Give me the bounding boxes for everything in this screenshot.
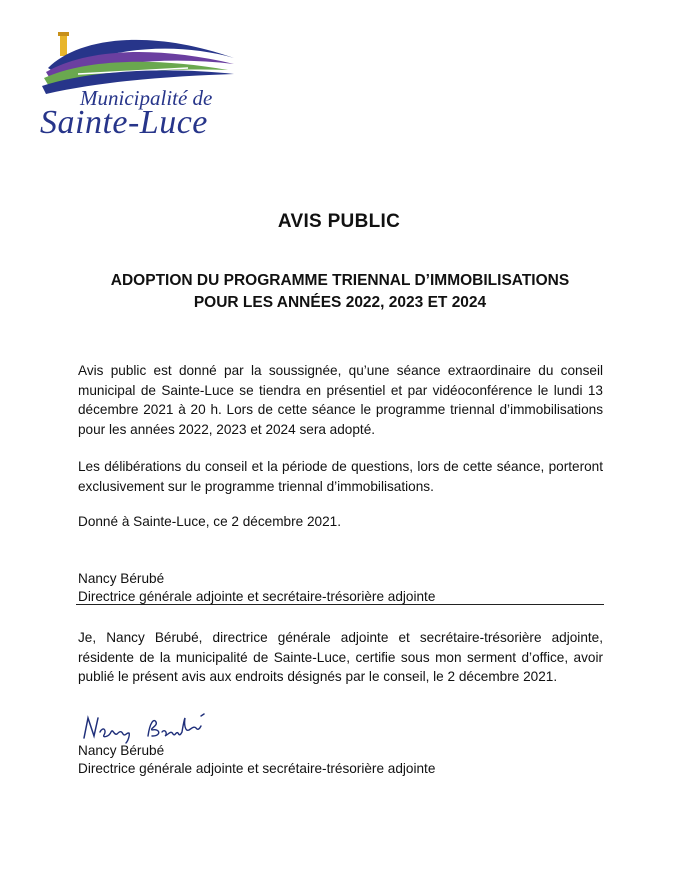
notice-paragraph: Avis public est donné par la soussignée, qu’une séance extraordinaire du conseil municipal de Sainte-Luce se tiendra en présentiel et par vidéoconférence le lundi 13 décembre 2021 à 20 h. Lors de cette séance le programme triennal d’immobilisations pour les années 2022, 2023 et 2024 sera adopté. [78,363,603,437]
divider [76,604,604,605]
deliberations-paragraph: Les délibérations du conseil et la période de questions, lors de cette séance, porteront exclusivement sur le programme triennal d’immobilisations. [78,459,603,494]
page-subtitle [60,270,620,314]
signatory-role: Directrice générale adjointe et secrétaire-trésorière adjointe [78,589,436,604]
logo-municipality-label: Municipalité de [80,86,213,110]
municipality-logo [38,28,238,140]
subtitle-line-1: ADOPTION DU PROGRAMME TRIENNAL D’IMMOBILISATIONS [110,272,570,289]
signatory-name: Nancy Bérubé [78,571,165,586]
subtitle-line-2: POUR LES ANNÉES 2022, 2023 ET 2024 [193,294,487,311]
date-given-paragraph: Donné à Sainte-Luce, ce 2 décembre 2021. [78,514,341,529]
certification-paragraph: Je, Nancy Bérubé, directrice générale adjointe et secrétaire-trésorière adjointe, résidente de la municipalité de Sainte-Luce, certifie sous mon serment d’office, avoir publié le présent avis aux endroits désignés par le conseil, le 2 décembre 2021. [78,630,603,684]
certifier-name: Nancy Bérubé [78,743,165,758]
page-title: AVIS PUBLIC [277,211,401,232]
handwritten-signature [80,712,210,744]
certifier-role: Directrice générale adjointe et secrétaire-trésorière adjointe [78,761,436,776]
logo-town-name: Sainte-Luce [40,104,208,141]
